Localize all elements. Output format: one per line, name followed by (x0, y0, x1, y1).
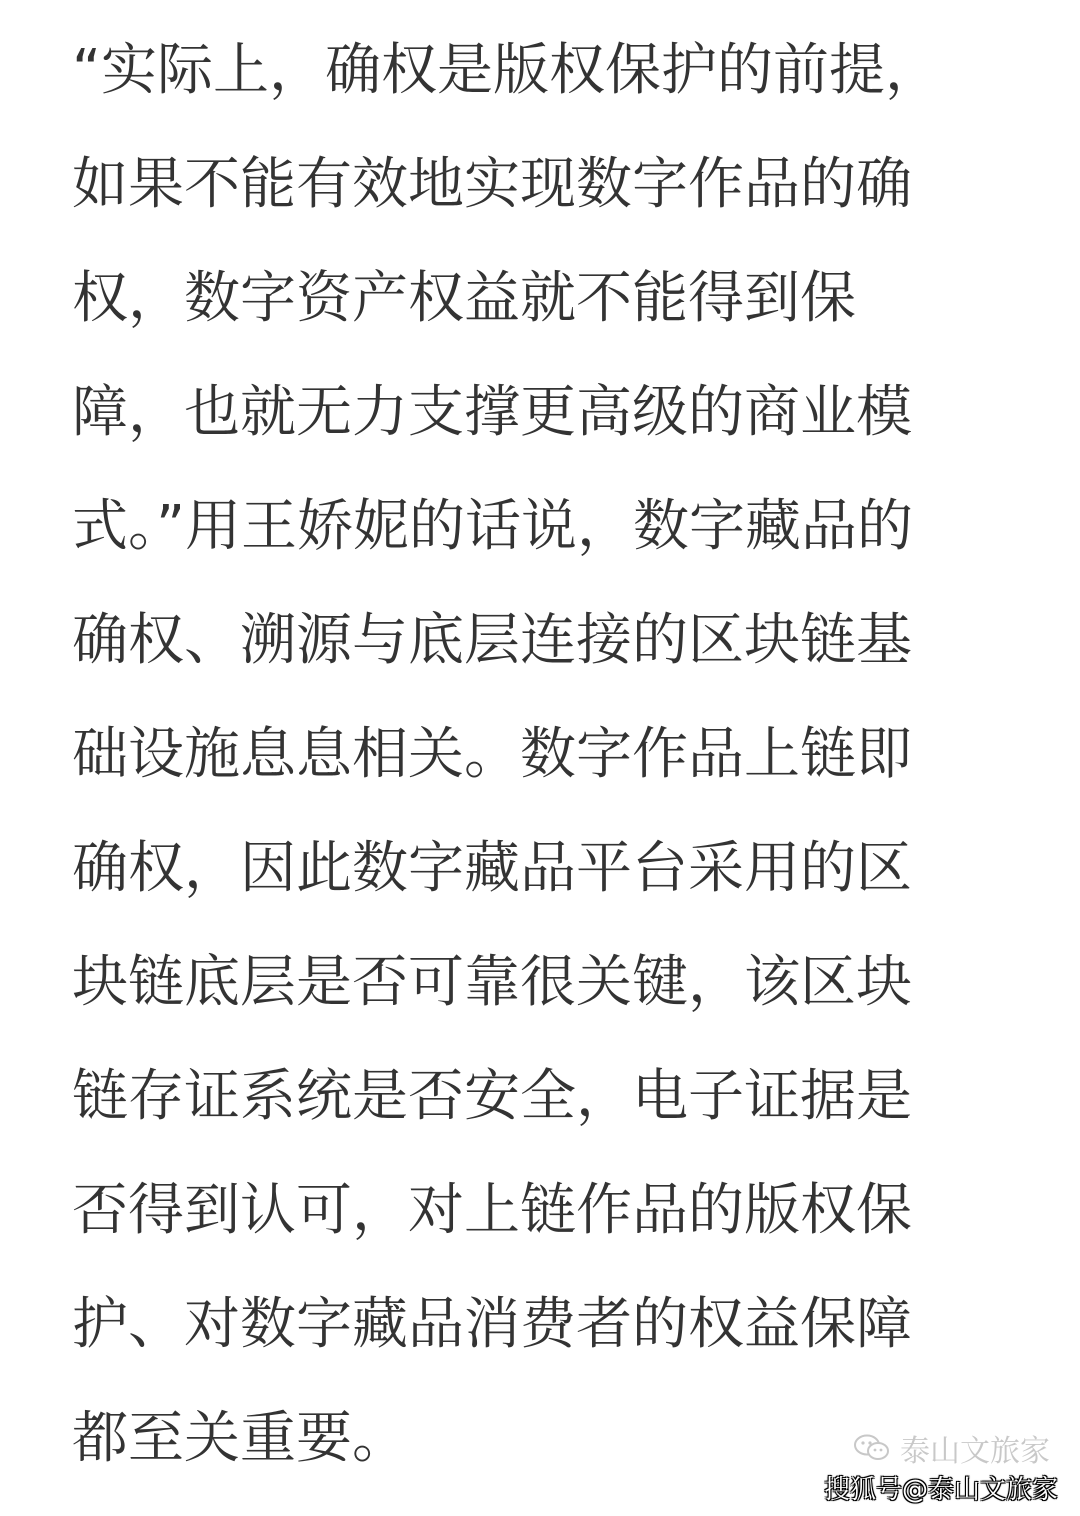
article-line: 础设施息息相关。数字作品上链即 (72, 722, 912, 787)
watermark-name: 泰山文旅家 (900, 1434, 1050, 1469)
article-line: 确权、溯源与底层连接的区块链基 (72, 608, 912, 673)
article-line: 如果不能有效地实现数字作品的确 (72, 152, 912, 217)
article-line: “实际上，确权是版权保护的前提， (72, 38, 942, 103)
source-label: 搜狐号@泰山文旅家 (823, 1475, 1058, 1505)
article-line: 式。”用王娇妮的话说，数字藏品的 (72, 494, 914, 559)
wechat-icon (854, 1434, 890, 1462)
article-line: 块链底层是否可靠很关键，该区块 (72, 950, 912, 1015)
article-line: 权，数字资产权益就不能得到保 (72, 266, 856, 331)
article-line: 否得到认可，对上链作品的版权保 (72, 1178, 912, 1243)
article-line: 护、对数字藏品消费者的权益保障 (72, 1292, 912, 1357)
watermark (854, 1426, 1050, 1470)
article-line: 障，也就无力支撑更高级的商业模 (72, 380, 912, 445)
article-line: 链存证系统是否安全，电子证据是 (72, 1064, 912, 1129)
article-line: 确权，因此数字藏品平台采用的区 (72, 836, 912, 901)
article-line: 都至关重要。 (72, 1406, 408, 1471)
